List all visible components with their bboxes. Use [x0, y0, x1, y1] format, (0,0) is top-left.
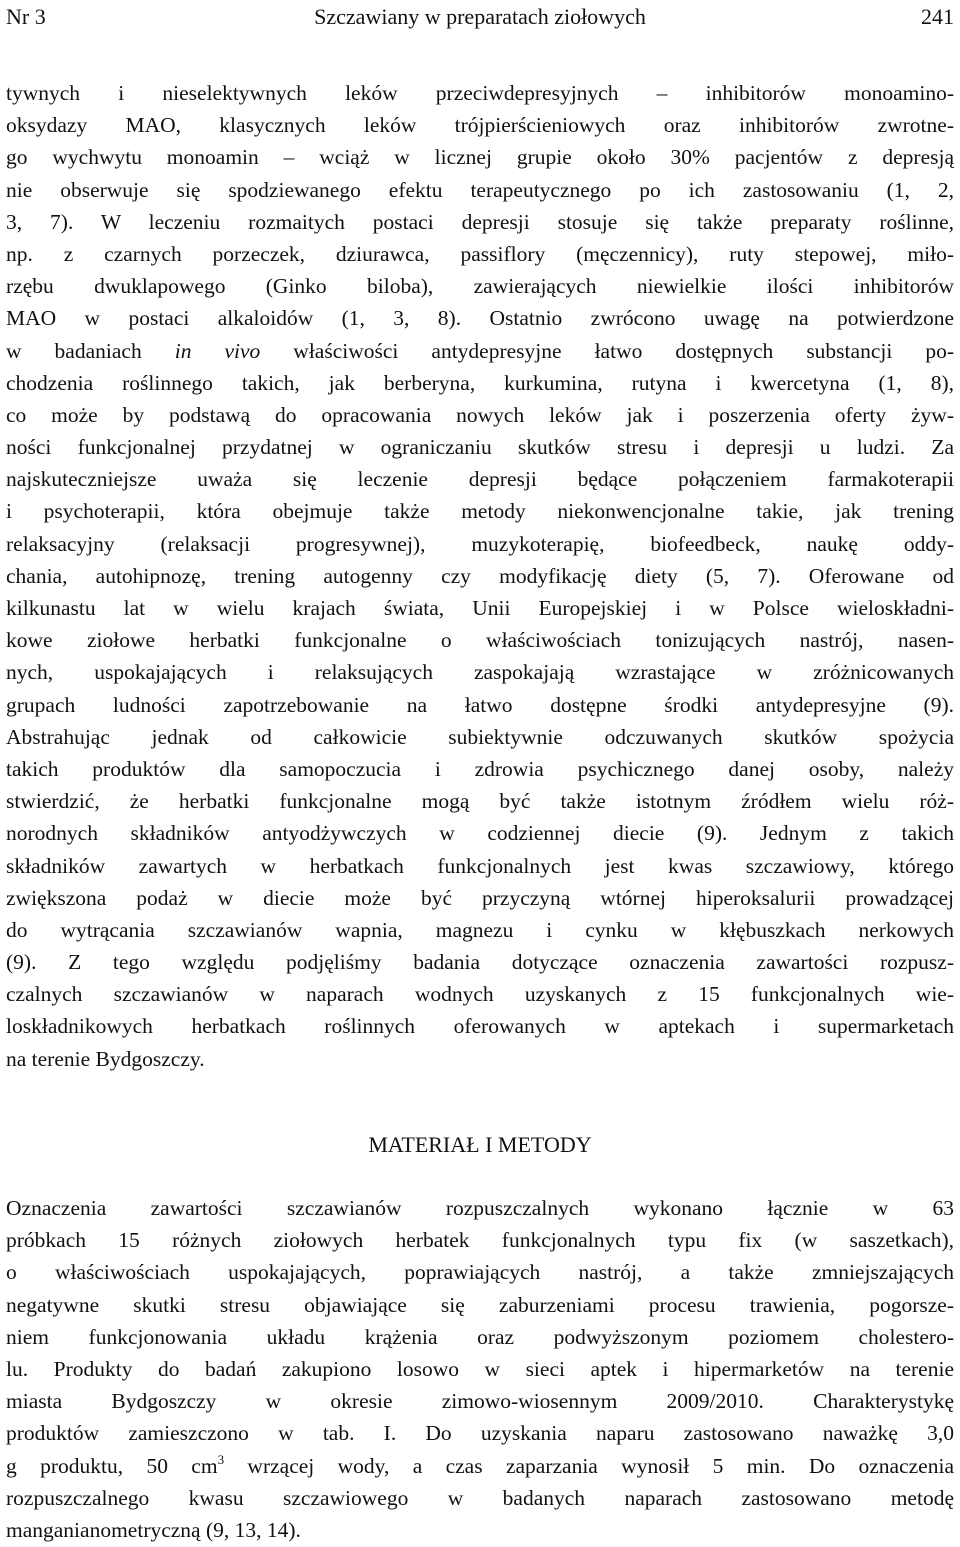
superscript: 3 [217, 1451, 225, 1467]
text-line: 3, 7). W leczeniu rozmaitych postaci depresji stosuje się także preparaty roślinne, [6, 209, 954, 234]
text-line: najskuteczniejsze uważa się leczenie depresji będące połączeniem farmakoterapii [6, 467, 954, 492]
text-line: kowe ziołowe herbatki funkcjonalne o właściwościach tonizujących nastrój, nasen- [6, 628, 954, 653]
text-line: takich produktów dla samopoczucia i zdrowia psychicznego danej osoby, należy [6, 756, 954, 781]
text-line: niem funkcjonowania układu krążenia oraz podwyższonym poziomem cholestero- [6, 1324, 954, 1349]
text-line: Abstrahując jednak od całkowicie subiektywnie odczuwanych skutków spożycia [6, 724, 954, 749]
text-run: w badaniach [6, 338, 175, 363]
text-line: nie obserwuje się spodziewanego efektu terapeutycznego po ich zastosowaniu (1, 2, [6, 177, 954, 202]
text-line: manganianometryczną (9, 13, 14). [6, 1517, 301, 1542]
text-line: (9). Z tego względu podjęliśmy badania dotyczące oznaczenia zawartości rozpusz- [6, 950, 954, 975]
text-line: lu. Produkty do badań zakupiono losowo w sieci aptek i hipermarketów na terenie [6, 1356, 954, 1381]
text-line: oksydazy MAO, klasycznych leków trójpierścieniowych oraz inhibitorów zwrotne- [6, 113, 954, 138]
text-line: stwierdzić, że herbatki funkcjonalne mogą być także istotnym źródłem wielu róż- [6, 789, 954, 814]
running-title: Szczawiany w preparatach ziołowych [314, 4, 646, 29]
text-line: na terenie Bydgoszczy. [6, 1046, 205, 1071]
text-line: o właściwościach uspokajających, poprawiających nastrój, a także zmniejszających [6, 1260, 954, 1285]
text-line: chania, autohipnozę, trening autogenny czy modyfikację diety (5, 7). Oferowane od [6, 563, 954, 588]
text-line: norodnych składników antyodżywczych w codziennej diecie (9). Jednym z takich [6, 821, 954, 846]
text-line: chodzenia roślinnego takich, jak berberyna, kurkumina, rutyna i kwercetyna (1, 8), [6, 370, 954, 395]
text-line: i psychoterapii, która obejmuje także metody niekonwencjonalne takie, jak trening [6, 499, 954, 524]
text-line: negatywne skutki stresu objawiające się zaburzeniami procesu trawienia, pogorsze- [6, 1292, 954, 1317]
text-line: loskładnikowych herbatkach roślinnych oferowanych w aptekach i supermarketach [6, 1014, 954, 1039]
text-line: nych, uspokajających i relaksujących zaspokajają wzrastające w zróżnicowanych [6, 660, 954, 685]
section-heading: MATERIAŁ I METODY [368, 1132, 592, 1157]
text-line: próbkach 15 różnych ziołowych herbatek funkcjonalnych typu fix (w saszetkach), [6, 1228, 954, 1253]
text-line: czalnych szczawianów w naparach wodnych uzyskanych z 15 funkcjonalnych wie- [6, 982, 954, 1007]
text-line: kilkunastu lat w wielu krajach świata, Unii Europejskiej i w Polsce wieloskładni- [6, 596, 954, 620]
text-line: rzębu dwuklapowego (Ginko biloba), zawierających niewielkie ilości inhibitorów [6, 274, 954, 299]
text-line: tywnych i nieselektywnych leków przeciwdepresyjnych – inhibitorów monoamino- [6, 81, 954, 105]
text-line: grupach ludności zapotrzebowanie na łatwo dostępne środki antydepresyjne (9). [6, 692, 954, 717]
text-line: produktów zamieszczono w tab. I. Do uzyskania naparu zastosowano naważkę 3,0 [6, 1421, 954, 1446]
text-line: Oznaczenia zawartości szczawianów rozpuszczalnych wykonano łącznie w 63 [6, 1196, 954, 1220]
text-line: składników zawartych w herbatkach funkcjonalnych jest kwas szczawiowy, którego [6, 853, 954, 878]
text-line: MAO w postaci alkaloidów (1, 3, 8). Ostatnio zwrócono uwagę na potwierdzone [6, 306, 954, 331]
text-line: ności funkcjonalnej przydatnej w ograniczaniu skutków stresu i depresji u ludzi. Za [6, 435, 954, 460]
text-line: rozpuszczalnego kwasu szczawiowego w badanych naparach zastosowano metodę [6, 1485, 954, 1510]
text-line: co może by podstawą do opracowania nowych leków jak i poszerzenia oferty żyw- [6, 402, 954, 427]
text-run: wrzącej wody, a czas zaparzania wynosił 5 min. Do oznaczenia [224, 1453, 954, 1478]
running-header [6, 2, 954, 32]
text-line: zwiększona podaż w diecie może być przyczyną wtórnej hiperoksalurii prowadzącej [6, 885, 954, 910]
text-line: miasta Bydgoszczy w okresie zimowo-wiosennym 2009/2010. Charakterystykę [6, 1389, 954, 1414]
text-line: relaksacyjny (relaksacji progresywnej), muzykoterapię, biofeedbeck, naukę oddy- [6, 531, 954, 556]
body-paragraph-1 [6, 77, 954, 1075]
text-line: go wychwytu monoamin – wciąż w licznej grupie około 30% pacjentów z depresją [6, 145, 954, 170]
text-line [6, 335, 954, 367]
issue-number: Nr 3 [6, 4, 46, 29]
italic-term: in vivo [174, 338, 261, 363]
text-run: właściwości antydepresyjne łatwo dostępnych substancji po- [260, 338, 954, 363]
page-number: 241 [921, 4, 954, 29]
body-paragraph-2 [6, 1192, 954, 1546]
text-run: g produktu, 50 cm [6, 1453, 218, 1478]
text-line: np. z czarnych porzeczek, dziurawca, passiflory (męczennicy), ruty stepowej, miło- [6, 241, 954, 266]
text-line: do wytrącania szczawianów wapnia, magnezu i cynku w kłębuszkach nerkowych [6, 917, 954, 942]
text-line [6, 1450, 954, 1482]
